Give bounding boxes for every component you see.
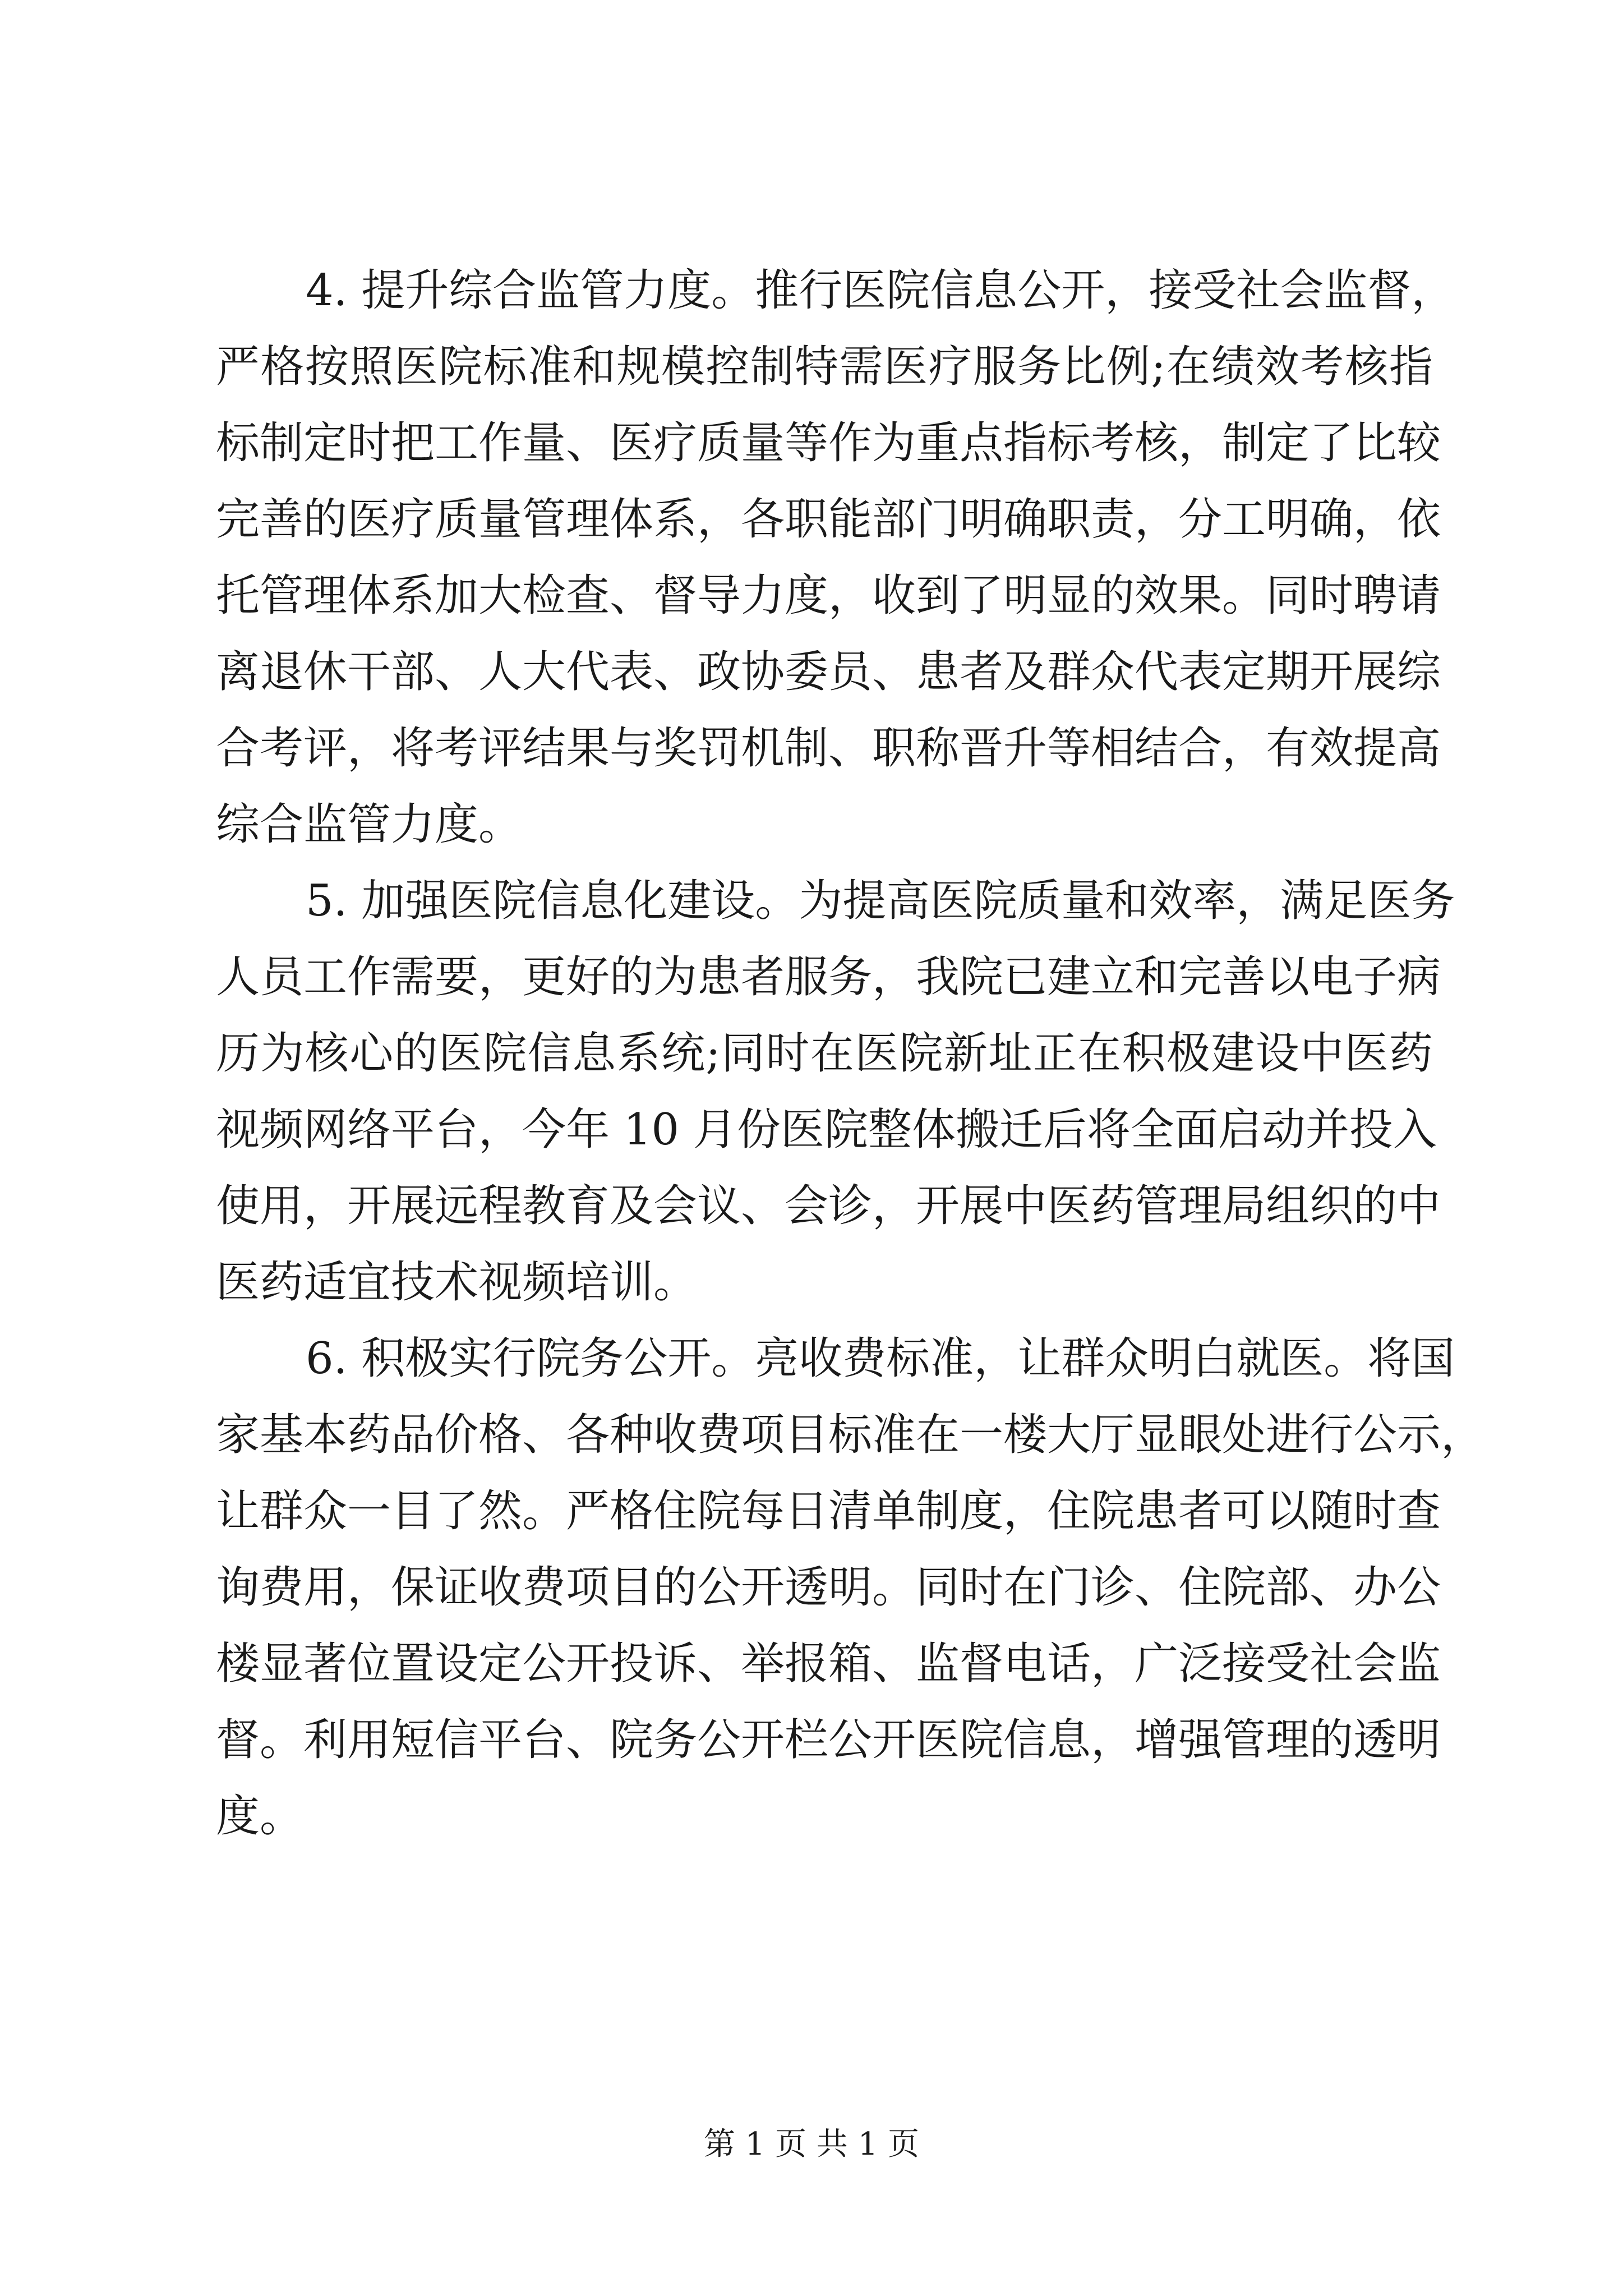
paragraph-item-6 (216, 1320, 1485, 1855)
text-line: 6. 积极实行院务公开。亮收费标准，让群众明白就医。将国 (306, 1333, 1455, 1384)
document-body (216, 252, 1485, 1855)
text-line: 使用，开展远程教育及会议、会诊，开展中医药管理局组织的中 (216, 1181, 1441, 1231)
text-line: 标制定时把工作量、医疗质量等作为重点指标考核，制定了比较 (216, 418, 1441, 468)
text-line: 楼显著位置设定公开投诉、举报箱、监督电话，广泛接受社会监 (216, 1639, 1441, 1689)
text-line: 询费用，保证收费项目的公开透明。同时在门诊、住院部、办公 (216, 1562, 1441, 1613)
text-line: 托管理体系加大检查、督导力度，收到了明显的效果。同时聘请 (216, 570, 1441, 621)
text-line: 度。 (216, 1791, 304, 1842)
text-line: 5. 加强医院信息化建设。为提高医院质量和效率，满足医务 (306, 876, 1455, 926)
paragraph-item-5 (216, 863, 1455, 1320)
text-line: 严格按照医院标准和规模控制特需医疗服务比例;在绩效考核指 (216, 342, 1433, 392)
text-line: 医药适宜技术视频培训。 (216, 1257, 698, 1308)
text-line: 完善的医疗质量管理体系，各职能部门明确职责，分工明确，依 (216, 494, 1441, 545)
text-line: 综合监管力度。 (216, 799, 523, 850)
text-line: 视频网络平台，今年 10 月份医院整体搬迁后将全面启动并投入 (216, 1105, 1437, 1155)
text-line: 人员工作需要，更好的为患者服务，我院已建立和完善以电子病 (216, 952, 1441, 1002)
text-line: 离退休干部、人大代表、政协委员、患者及群众代表定期开展综 (216, 647, 1441, 697)
text-line: 督。利用短信平台、院务公开栏公开医院信息，增强管理的透明 (216, 1715, 1441, 1765)
page-number-footer: 第 1 页 共 1 页 (703, 2126, 920, 2162)
text-line: 4. 提升综合监管力度。推行医院信息公开，接受社会监督， (306, 265, 1455, 316)
text-line: 让群众一目了然。严格住院每日清单制度，住院患者可以随时查 (216, 1486, 1441, 1536)
text-line: 合考评，将考评结果与奖罚机制、职称晋升等相结合，有效提高 (216, 723, 1441, 774)
text-line: 历为核心的医院信息系统;同时在医院新址正在积极建设中医药 (216, 1028, 1433, 1079)
paragraph-item-4 (216, 252, 1455, 863)
text-line: 家基本药品价格、各种收费项目标准在一楼大厅显眼处进行公示， (216, 1410, 1485, 1460)
